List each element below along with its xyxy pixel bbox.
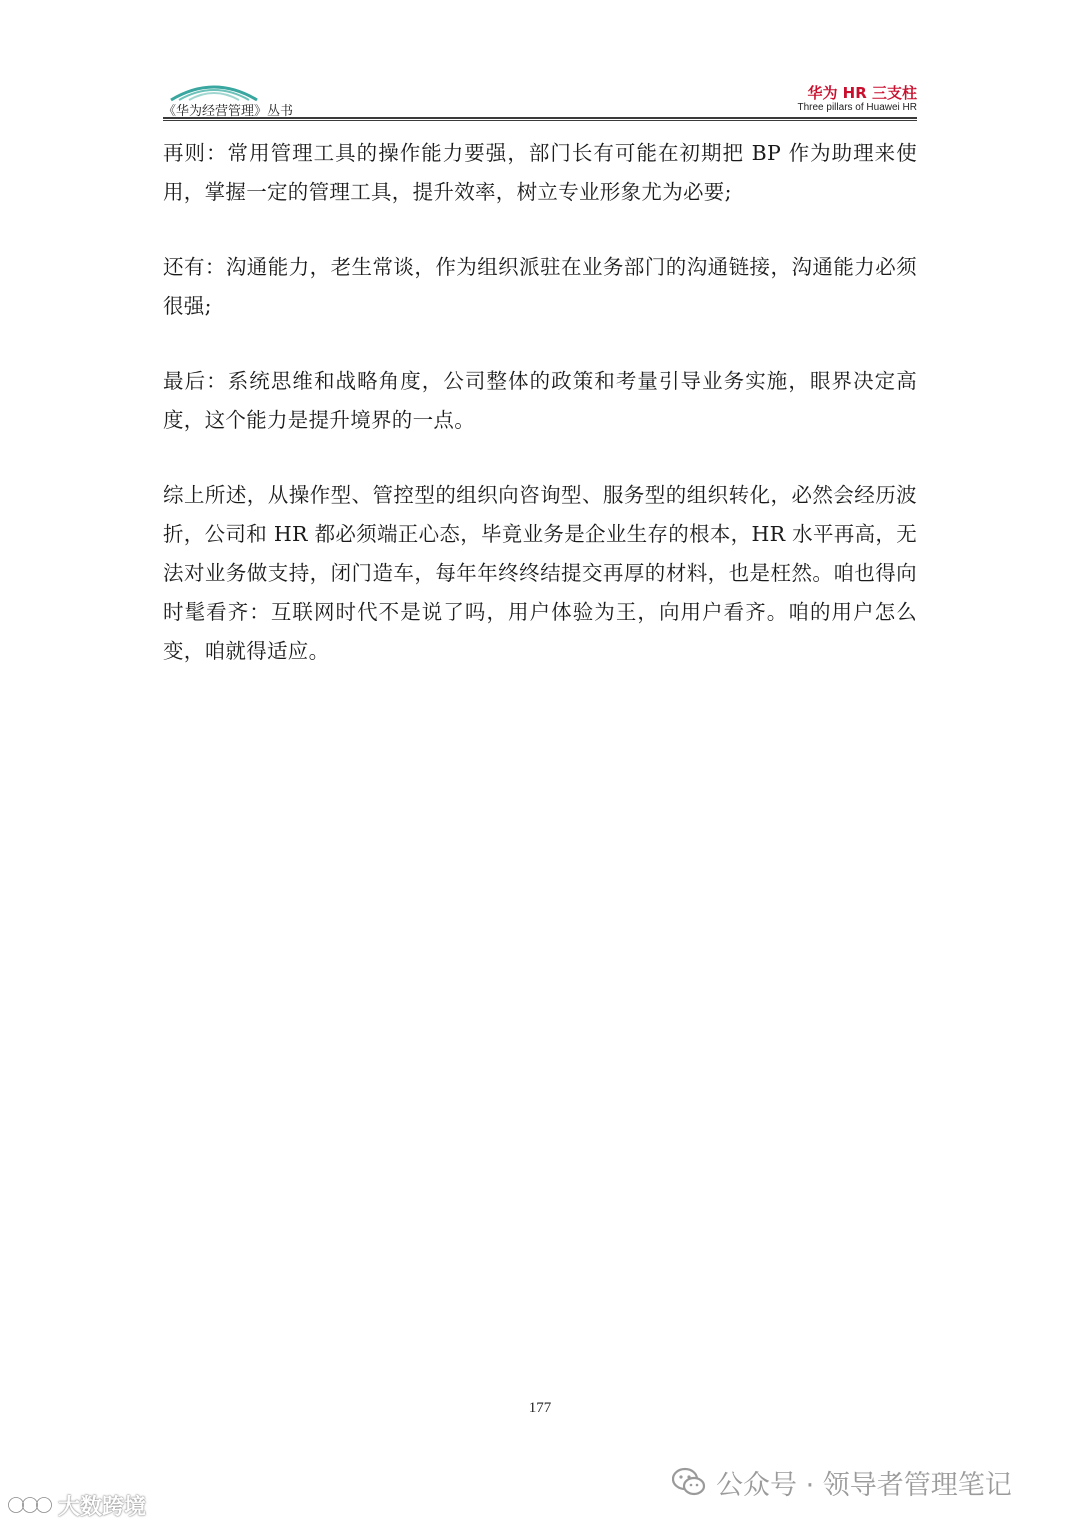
page-header xyxy=(163,74,917,118)
page-number: 177 xyxy=(528,1400,552,1416)
paragraph-communication: 还有：沟通能力，老生常谈，作为组织派驻在业务部门的沟通链接，沟通能力必须很强; xyxy=(163,255,917,318)
wechat-icon xyxy=(672,1467,706,1497)
brand-subtitle: Three pillars of Huawei HR xyxy=(797,102,917,113)
paragraph-strategy: 最后：系统思维和战略角度，公司整体的政策和考量引导业务实施，眼界决定高度，这个能力是提升境界的一点。 xyxy=(163,369,917,432)
brand-title: 华为 HR 三支柱 xyxy=(807,84,917,102)
series-title: 《华为经营管理》丛书 xyxy=(163,104,294,119)
paragraph-tools: 再则：常用管理工具的操作能力要强，部门长有可能在初期把 BP 作为助理来使用，掌握一定的管理工具，提升效率，树立专业形象尤为必要; xyxy=(163,141,917,204)
bottom-left-watermark-text: 大数跨境 xyxy=(58,1494,147,1520)
mountain-logo-icon xyxy=(169,78,259,102)
wechat-watermark xyxy=(672,1462,1012,1502)
wechat-watermark-text: 公众号 · 领导者管理笔记 xyxy=(716,1469,1012,1501)
brand-badge-icon xyxy=(8,1494,52,1516)
body-text xyxy=(163,134,917,707)
paragraph-summary: 综上所述，从操作型、管控型的组织向咨询型、服务型的组织转化，必然会经历波折，公司和 HR 都必须端正心态，毕竟业务是企业生存的根本，HR 水平再高，无法对业务做支持，闭门造车，每年年终终结提交再厚的材料，也是枉然。咱也得向时髦看齐：互联网时代不是说了吗，用户体验为王，向用户看齐。咱的用户怎么变，咱就得适应。 xyxy=(163,483,917,663)
bottom-left-watermark xyxy=(8,1490,146,1520)
header-divider xyxy=(163,117,917,121)
